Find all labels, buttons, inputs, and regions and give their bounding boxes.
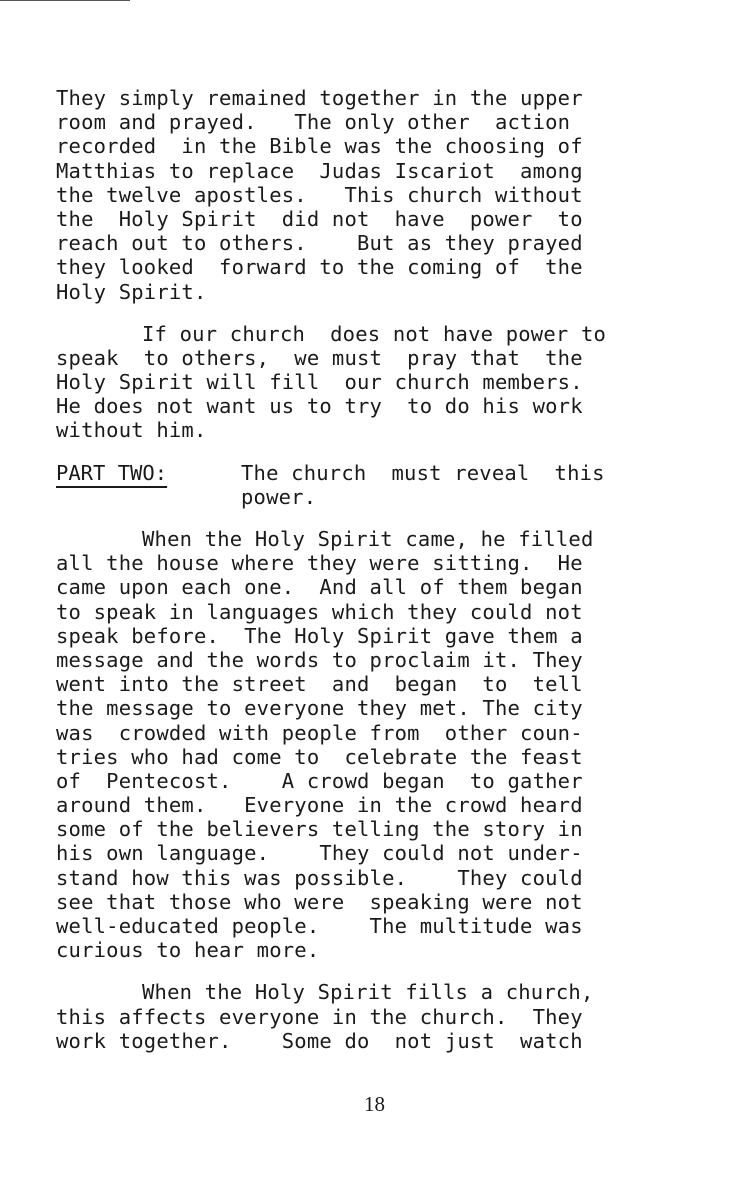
text-line: they looked forward to the coming of the — [56, 255, 583, 280]
paragraph-1 — [56, 86, 652, 304]
text-line: Holy Spirit. — [56, 279, 207, 304]
top-rule — [0, 0, 130, 1]
text-line: well-educated people. The multitude was — [56, 914, 583, 939]
page-number: 18 — [364, 1092, 385, 1116]
text-line: went into the street and began to tell — [56, 672, 583, 697]
text-line: room and prayed. The only other action — [56, 110, 571, 135]
text-line: Holy Spirit will fill our church members. — [56, 370, 583, 395]
text-line: the twelve apostles. This church without — [56, 182, 583, 207]
text-line: stand how this was possible. They could — [56, 865, 583, 890]
text-line: When the Holy Spirit fills a church, — [142, 980, 594, 1005]
paragraph-3 — [56, 527, 652, 962]
text-line: his own language. They could not under- — [56, 841, 583, 866]
text-line: speak before. The Holy Spirit gave them a — [56, 623, 583, 648]
text-line: power. — [241, 484, 317, 509]
text-line: the message to everyone they met. The city — [56, 696, 583, 721]
text-line: all the house where they were sitting. He — [56, 551, 583, 576]
text-line: Matthias to replace Judas Iscariot among — [56, 158, 583, 183]
text-line: of Pentecost. A crowd began to gather — [56, 768, 583, 793]
text-line: recorded in the Bible was the choosing of — [56, 134, 583, 159]
paragraph-4 — [56, 980, 652, 1053]
text-line: He does not want us to try to do his work — [56, 394, 583, 419]
text-line: When the Holy Spirit came, he filled — [142, 527, 594, 552]
text-line: was crowded with people from other coun- — [56, 720, 583, 745]
text-line: this affects everyone in the church. They — [56, 1004, 583, 1029]
text-line: The church must reveal this — [241, 460, 605, 485]
text-line: If our church does not have power to — [142, 321, 607, 346]
text-line: the Holy Spirit did not have power to — [56, 206, 583, 231]
section-title — [241, 461, 652, 509]
paragraph-2 — [56, 322, 652, 443]
text-line: work together. Some do not just watch — [56, 1028, 583, 1053]
text-line: reach out to others. But as they prayed — [56, 231, 583, 256]
text-line: curious to hear more. — [56, 938, 320, 963]
text-line: without him. — [56, 418, 207, 443]
text-line: see that those who were speaking were not — [56, 889, 583, 914]
text-line: speak to others, we must pray that the — [56, 345, 583, 370]
page-body — [56, 86, 652, 1071]
text-line: to speak in languages which they could not — [56, 599, 583, 624]
text-line: some of the believers telling the story in — [56, 817, 583, 842]
text-line: came upon each one. And all of them began — [56, 575, 583, 600]
text-line: around them. Everyone in the crowd heard — [56, 793, 583, 818]
text-line: message and the words to proclaim it. They — [56, 647, 583, 672]
section-label: PART TWO: — [56, 460, 168, 485]
text-line: They simply remained together in the upper — [56, 86, 583, 110]
text-line: tries who had come to celebrate the feast — [56, 744, 583, 769]
section-heading — [56, 461, 652, 509]
